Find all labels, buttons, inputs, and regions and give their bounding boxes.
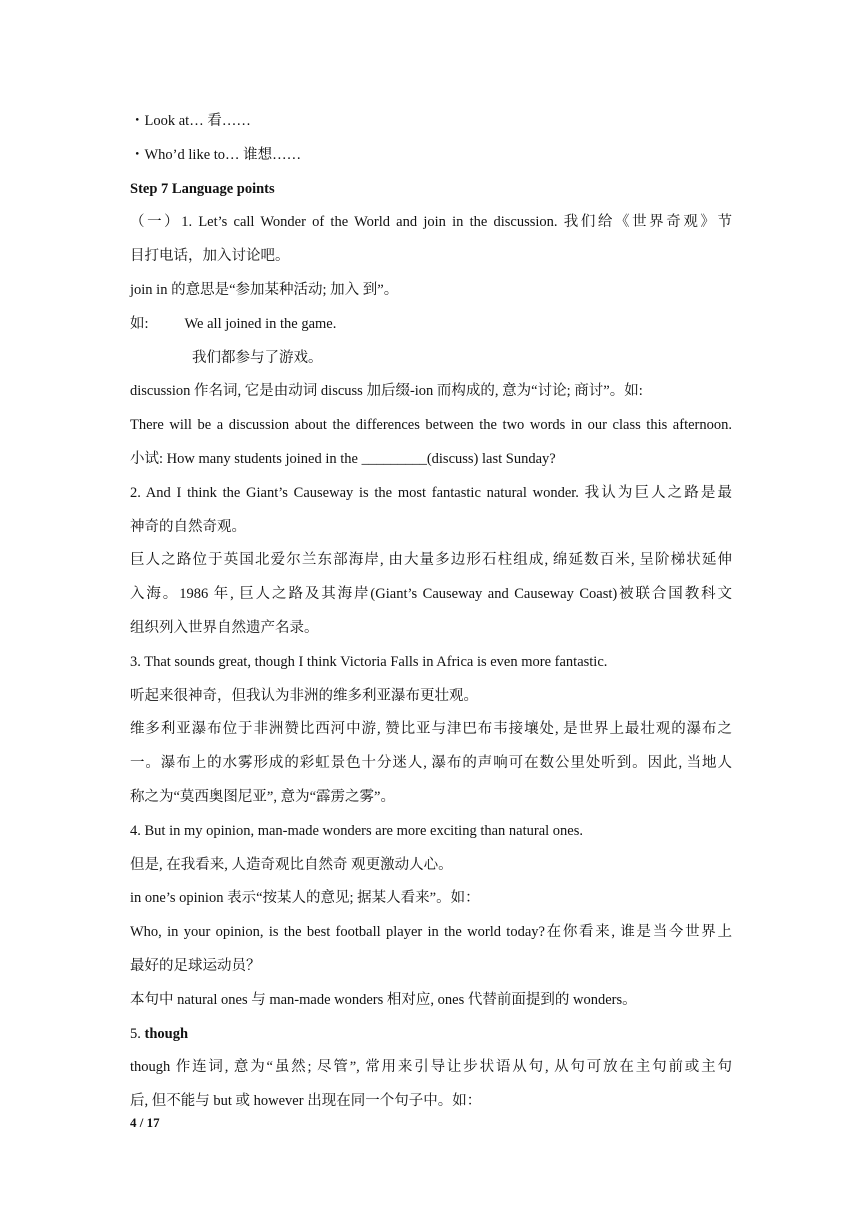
text-line: 巨人之路位于英国北爱尔兰东部海岸, 由大量多边形石柱组成, 绵延数百米, 呈阶梯状延伸 [130, 552, 732, 569]
text-line: There will be a discussion about the differences between the two words in our class this afternoon. [130, 417, 732, 434]
text-line: though 作连词, 意为“虽然; 尽管”, 常用来引导让步状语从句, 从句可放在主句前或主句 [130, 1059, 732, 1076]
text-line: ・Look at… 看…… [130, 113, 251, 129]
text-line: 3. That sounds great, though I think Victoria Falls in Africa is even more fantastic. [130, 653, 608, 670]
text-line: discussion 作名词, 它是由动词 discuss 加后缀-ion 而构成的, 意为“讨论; 商讨”。如: [130, 383, 643, 400]
text-line: Who, in your opinion, is the best football player in the world today?在你看来, 谁是当今世界上 [130, 924, 732, 941]
text-line: 听起来很神奇，但我认为非洲的维多利亚瀑布更壮观。 [130, 687, 478, 704]
example-line [130, 313, 732, 347]
text-line: 4. But in my opinion, man-made wonders are more exciting than natural ones. [130, 822, 584, 839]
keyword: though [144, 1025, 189, 1042]
item-number: 5. [130, 1025, 145, 1042]
text-line: 组织列入世界自然遗产名录。 [130, 619, 319, 636]
numbered-heading [130, 1023, 732, 1057]
text-line: in one’s opinion 表示“按某人的意见; 据某人看来”。如： [130, 890, 480, 907]
text-line: （一）1. Let’s call Wonder of the World and join in the discussion. 我们给《世界奇观》节 [130, 214, 732, 231]
exercise-line: 小试: How many students joined in the _________(discuss) last Sunday? [130, 450, 556, 467]
example-sentence: We all joined in the game. [184, 315, 337, 332]
section-heading: Step 7 Language points [130, 180, 275, 197]
text-line: 维多利亚瀑布位于非洲赞比西河中游, 赞比亚与津巴布韦接壤处, 是世界上最壮观的瀑布之 [130, 721, 732, 738]
text-line: 称之为“莫西奥图尼亚”, 意为“霹雳之雾”。 [130, 788, 395, 805]
example-translation: 我们都参与了游戏。 [192, 349, 323, 366]
text-line: 后, 但不能与 but 或 however 出现在同一个句子中。如： [130, 1093, 482, 1110]
page-number: 4 / 17 [130, 1115, 160, 1130]
text-line: 一。瀑布上的水雾形成的彩虹景色十分迷人, 瀑布的声响可在数公里处听到。因此, 当地人 [130, 755, 732, 772]
text-line: ・Who’d like to… 谁想…… [130, 146, 302, 163]
text-line: 神奇的自然奇观。 [130, 518, 246, 535]
document-body [130, 110, 732, 1124]
text-line: 最好的足球运动员？ [130, 957, 261, 974]
text-line: 本句中 natural ones 与 man-made wonders 相对应, ones 代替前面提到的 wonders。 [130, 991, 637, 1008]
text-line: join in 的意思是“参加某种活动; 加入 到”。 [130, 281, 399, 298]
text-line: 但是, 在我看来, 人造奇观比自然奇 观更激动人心。 [130, 856, 453, 873]
text-line: 目打电话，加入讨论吧。 [130, 248, 290, 265]
example-label: 如: [130, 315, 149, 332]
text-line: 2. And I think the Giant’s Causeway is the most fantastic natural wonder. 我认为巨人之路是最 [130, 484, 732, 501]
text-line: 入海。1986 年, 巨人之路及其海岸(Giant’s Causeway and Causeway Coast)被联合国教科文 [130, 586, 732, 603]
